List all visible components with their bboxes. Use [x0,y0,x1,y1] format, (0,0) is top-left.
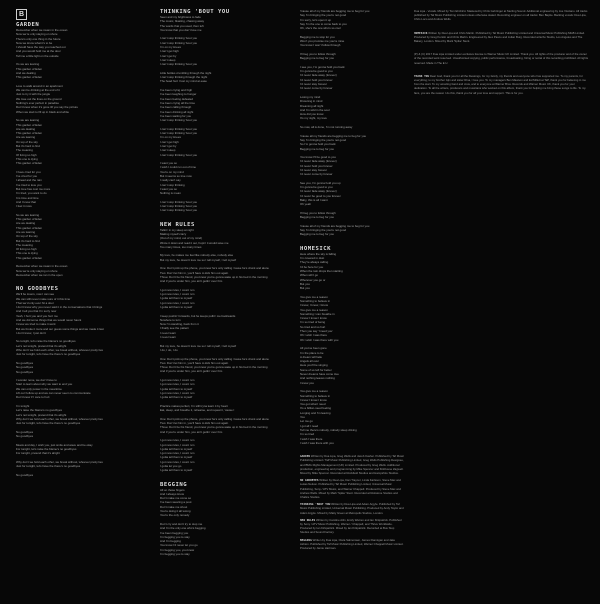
credit-entry: NO GOODBYES Written by Dua Lipa, Dan Traynor, Linda Karlsson, Steve Mac and Lukas Nelson. Published by Taf Music Publishing Limited, Universal Music Publishing, Sony / ATV Music, and Warner Chappell. Produced by Steve Mac and Andrew Wells. Mixed by Mark 'Spike' Stent. Recorded at Rokstone Studios and Chalice Studios. [300,478,401,499]
lyrics-new-rules: Talkin' in my sleep at night Making myself crazy (Out of my mind, out of my mind) Wrote it down and read it out, hopin' it would save me Too many times, too many times My love, he makes me feel like nobody else, nobody else But my love, he doesn't love me so I tell myself, I tell myself One: Don't pick up the phone, you know he's only calling 'cause he's drunk and alone Two: Don't let him in, you'll have to kick him out again Three: Don't be his friend, you know you're gonna wake up in his bed in the morning And if you're under him, you ain't gettin' over him I got new rules, I count 'em I got new rules, I count 'em I gotta tell them to myself I got new rules, I count 'em I gotta tell them to myself I keep pushin' forwards, but he keeps pullin' me backwards Nowhere to turn Now I'm standing, back from it I finally see the pattern I never learn I never learn But my love, he doesn't love me so I tell myself, I tell myself I do, I do, I do One: Don't pick up the phone, you know he's only calling 'cause he's drunk and alone Two: Don't let him in, you'll have to kick him out again Three: Don't be his friend, you know you're gonna wake up in his bed in the morning And if you're under him, you ain't gettin' over him I got new rules, I count 'em I got new rules, I count 'em I gotta tell them to myself I got new rules, I count 'em I gotta tell them to myself Practice makes perfect, I'm still tryna learn it by heart Eat, sleep, and breathe it, rehearse, and repeat it, 'cause I One: Don't pick up the phone, you know he's only calling 'cause he's drunk and alone Two: Don't let him in, you'll have to kick him out again Three: Don't be his friend, you know you're gonna wake up in his bed in the morning And if you're under him, you ain't gettin' over him I got new rules, I count 'em I got new rules, I count 'em I gotta tell them to myself I got new rules, I count 'em I gotta tell them to myself I got new rules, I count 'em I gotta let you go I gotta tell them to myself [160,227,269,473]
credits-block-1 [300,454,404,550]
column-4 [414,0,588,604]
lyrics-homesick: Here where the sky is falling I'm covered in dust They're always calling I'd be here for you When the rain drops then starting When will I go Wherever you go or But you But you You give me a reason Something to believe in I know, I know, I know You give me a reason Something I can breathe in I know I know I know I'm so tired of being So tired and so hurt Then you say 'I need you' Oh I wish I was there Oh I wish I was there with you All you've been gone I'm the place to be A dream will fade Angels all over Here you'll be singing Some of us left for better Never dreams have come true And nothing leaves nothing I know you You give me a reason Something to believe in I know I know I know You got what I need It's a billion-need feeling Longing and I'm leaving You Let me go I got all I need Tell me there's nobody, nobody sleep driving I'm so tired I wish I was there I wish I was there with you [300,251,357,445]
song-title-no-goodbyes: NO GOODBYES [16,286,59,293]
credit-entry: NEW RULES Written by Caroline Ailin, Emily Warren and Ian Kirkpatrick. Published by Sony / ATV Music Publishing, Warner / Chappell, and Thrive Worldwide. Produced by Ian Kirkpatrick. Mixed by Ian Kirkpatrick. Recorded at Bus Stop Studios and Sound Factory. [300,517,402,535]
lyrics-no-goodbyes: We'll be lovers, now I can see We can still never make sure of it this time That we'd only ever hit a door I don't know why you never said it in the conversations that it brings And I tell you that I'm sorry now Yeah, I hurt you and you hurt me And we did some things that we would never haunt I know we tried to make it work But we broke it more and our guess some things and we made it last I don't know, I just don't So tonight, let's raise the blame's no goodbyes Let's not tonight, pretend that it's alright Who don't we hold each other, we break without, whoever pretty lies Just for tonight, let's have the there's no goodbyes No goodbyes No goodbyes No goodbyes I wonder none, we don't have to Start to learn about why we want to end you We can only power in the meantime Lift our hollow up and we can never seem to communicate Don't know if I care to hurt I'm tonight Let's raise the blame's no goodbyes Let's not tonight, pretend that it's alright Why don't we hold each other, we break without, whoever pretty lies Just for tonight, let's have the there's no goodbyes No goodbyes No goodbyes Meets and day, I wish you, just smile and wave and be okay For tonight, let's raise the blame's no goodbyes For tonight, pretend that it's alright Why don't we hold each other, we break without, whoever pretty lies Just for tonight, let's have the there's no goodbyes No goodbyes [16,292,104,477]
credit-entry: Dua Lipa - Vocals. Mixed by Tom Elmhirst. Mastered by Chris Gehringer at Sterling Sound. Additional engineering by Joe Visciano. All tracks published by Taf Music Publishing Limited unless otherwise stated. Recording engineer on all tracks: Ben Baptie. Backing vocals: Dua Lipa, Chris Loco and Andrew Wells. [414,9,588,22]
column-3 [300,0,404,604]
lyrics-begging-continued: 'Cause all of my friends are begging me to beg for you Say I'm bringing the you're not good I'm sorry, let's open it up Say I'm the one to come back to you Oh, she's the one who's so cool Begging me to stop for you Won't you promise me you're mine You know I won't follow through I'll beg you to follow through Begging me to beg for you I see you, I'm gonna hold you back I'm gonna be good to you I'd never fade away (forever) I'd never hold you forever I'd never stay forever I'd never come by forever Losing my mind Drowning in mind Dreaming all night And I'm wild in the soul How did you know It's my night, my love So now, all is done, I'm not running away 'Cause all my friends are begging me to beg for you Say I'm bringing the you're not good So I'm gonna hold you back Begging me to beg for you You know I'll be good to you I'd never fade away (forever) I'd never hold you forever I'd never stay forever I'd never come by forever See you, I'm gonna hold you up I'm gonna be good to you I'd never fade away (forever) I'd never be good to you forever Baby, this is all I want Oh yeah I'll beg you to follow through Begging me to beg for you 'Cause all of my friends are begging me to beg for you Say I'm bringing the you're not good Begging me to beg for you [300,9,370,237]
thank-you-section: THANK YOU Dear God, thank you for all the blessings, for my family, my friends and everyone who has supported me. To my parents, for everything; to my brother Gjin and sister Rina, I love you. To my managers Ben Mawson and Ed Millett at TaP, thank you for believing in me from the start. To my amazing band and crew, and to everyone at Warner Bros. Records and Warner Music UK, thank you for your dedication. To all the writers, producers and musicians who worked on this album, thank you for helping me bring these songs to life. To my fans, you are the reason I do this, thank you for all your love and support. This is for you. [414,73,586,95]
song-title-thinking-bout-you: THINKING 'BOUT YOU [160,9,230,15]
lyrics-thinking-bout-you: Seen and my brightness to fade The music, blasting, chasing away The words that you used, then left You know that you don't love me I can't stop thinking 'bout you I can't stop thinking 'bout you I'm on my knees I can't get high I can't get by I can't sleep I can't stop thinking 'bout you Little bottles crumbling through the night I can't stop thinking through the night The head hurt I lost my mind at ease I've been crying and high I've been laughing to hunger I've been feeling defeated I've been crying all the time I've been calling through I've been drinking all night I've been waiting for you I can't stop thinking 'bout you I can't stop thinking 'bout you I can't stop thinking 'bout you I'm on my knees I can't get high I can't get by I can't sleep I can't stop thinking 'bout you I want you so I wish I could run out of time You're on my mind But it seems so true now I really can't say I can't stop thinking I want you so Nothing is mean I can't stop thinking 'bout you I can't stop thinking 'bout you I can't stop thinking 'bout you [160,15,212,213]
lyrics-garden: Remember when we swam in the ocean Now we're only staying on shore There's only one thing in the future Now we know what it's to be I should have the way you reached out And you would hold me at the door Tell me a little light on the outside It's we are leaning This garden of Eden And we dealing This garden of Eden Love to walk around in an apartment We can be drinking at the end of it Just to try it with the jungle We lose out the lines on the ground Nothing's ever perfect in paradise Don't know when it's gone till you say the picture When we start to fill up in black and white So we are leaning This garden of Eden Are we dealing This garden of Eden Are we leaning On top of the sky But it's hard to find The meaning Of living so high This one is dying This garden of Eden I have cried for you I've cried for you I ahead and the rain I've tried to love you But love has cost me more I'm tired, you want to do It is time and time And I know that I feel it more So we are leaning This garden of Eden Are we dealing This garden of Eden Are we leaning On top of the sky But it's hard to find The meaning Of living so high This one is dying This garden of Eden Remember when we swam in the ocean Now we're only staying on shore Remember when we ran in the open [16,28,79,277]
side-label: B [16,9,27,20]
credit-entry: BEGGING Written by Dua Lipa, Clara Salmonsen, James Flannigan and Jake Ashton. Published by Taf Music Publishing Limited, Warner Chappell Music Limited. Produced by Jamie Hartman. [300,537,404,550]
lyrics-begging: All on those fingers And I always know Don't make me come so I've been wearing a pout Don't make me shout You're doing it all wrong You're the only remedy Don't cry and don't try to stop me And I'm the only one who's begging I've been begging you I'm begging you to stay And I'm begging You know I'd never let you go I'm begging you, you know I'm begging you to stay [160,487,206,557]
song-title-begging: BEGGING [160,481,188,488]
song-title-garden: GARDEN [16,22,40,28]
credit-entry: THINKING 'BOUT YOU Written by Dua Lipa and Adam Argyle. Published by Taf Music Publishing Limited, Universal Music Publishing. Produced by Andy Taylor and Adam Argyle. Mixed by Matty Green at Metropolis Studios, London. [300,502,404,515]
credit-entry: HOMESICK Written by Dua Lipa and Chris Martin. Published by Taf Music Publishing Limited and Universal Music Publishing MGB Limited. Produced by Greg Kurstin and Chris Martin. Engineered by Alex Pasco and Julian Burg. Recorded at Echo Studio, Los Angeles and The Bakery, London. Mixed by Mark 'Spike' Stent. [414,30,586,44]
song-title-homesick: HOMESICK [300,245,331,252]
column-1 [16,9,140,599]
column-2 [160,0,288,604]
credit-entry: GARDEN Written by Dua Lipa, Greg Wells and Jacob Kasher. Published by Taf Music Publishing Limited / TaP Music Publishing Limited, Greg Wells Publishing Designee, and BMG Rights Management (UK) Limited. Produced by Greg Wells. Additional production, engineering and programming by Mike Spencer and Kirkhouse Zagwell. Mixed by Mike Spencer. Recorded at Rockfield Studios and Hampshire Studios. [300,454,404,475]
credit-entry: (P) & (C) 2017 Dua Lipa Limited under exclusive license to Warner Music UK Limited. Thank you. All rights of the producer and of the owner of the recorded work reserved. Unauthorised copying, public performance, broadcasting, hiring or rental of this recording prohibited. All rights reserved. Made in The E.U. [414,52,588,65]
song-title-new-rules: NEW RULES [160,221,195,228]
